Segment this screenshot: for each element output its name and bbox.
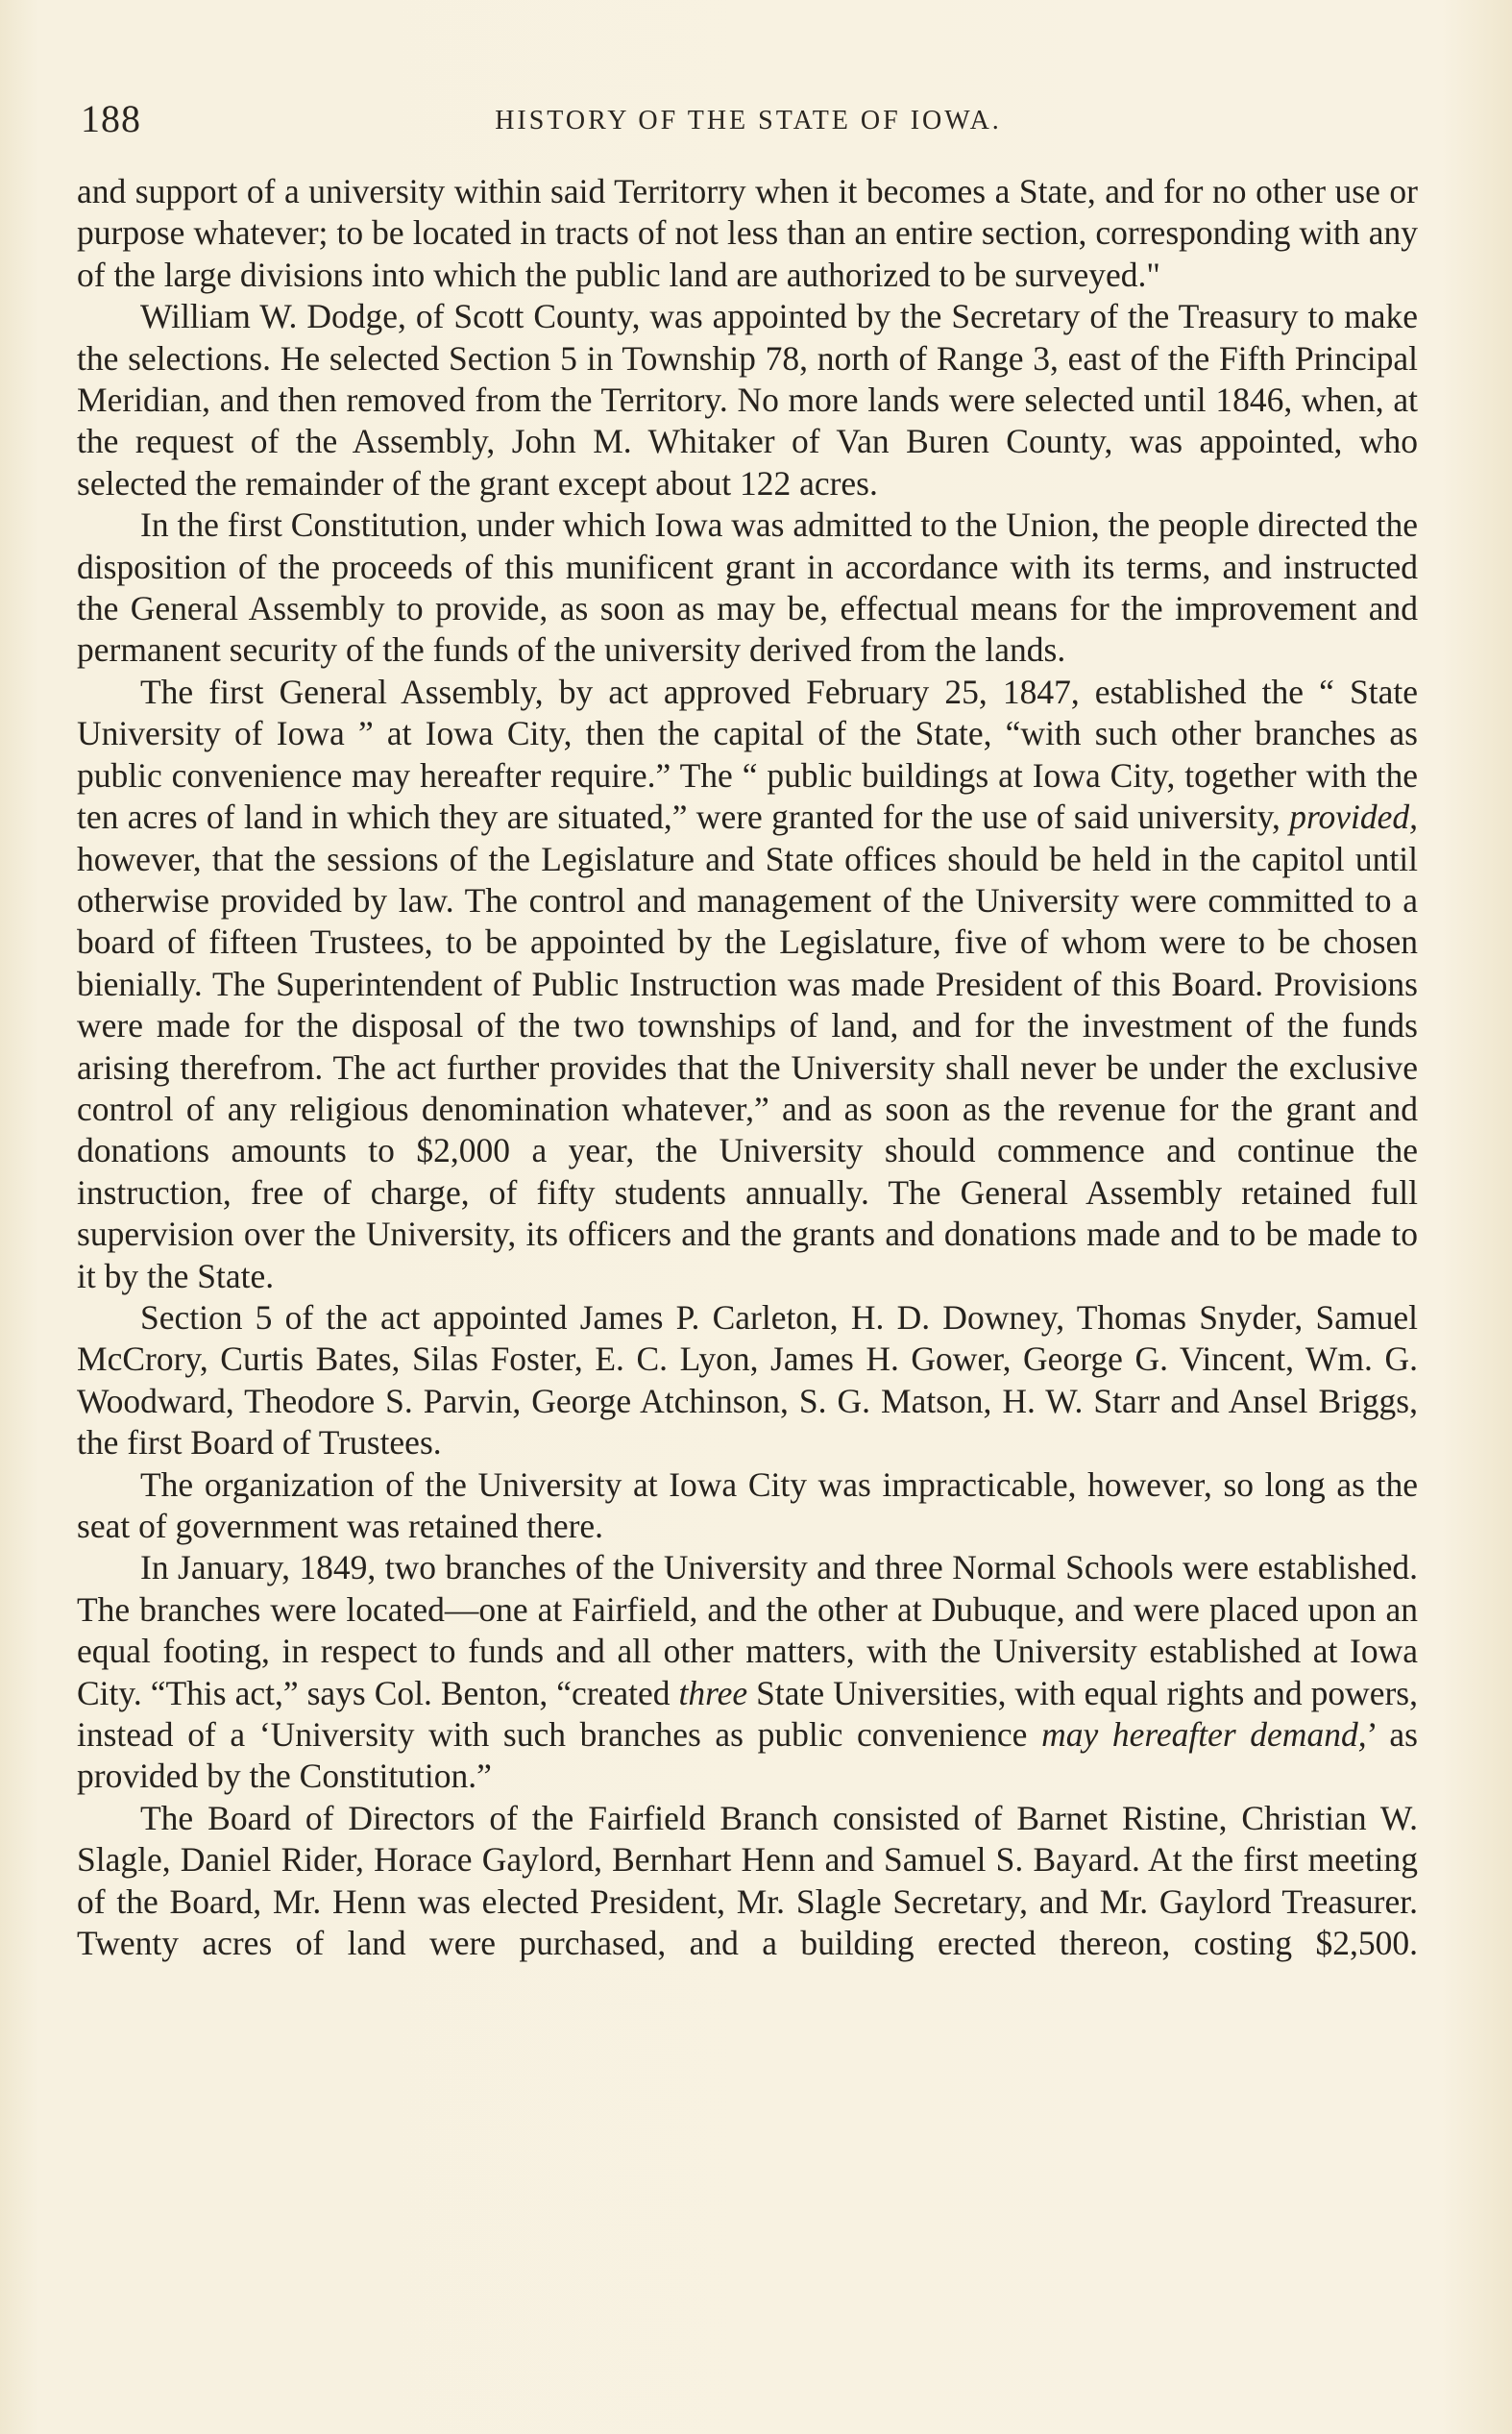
body-text [77, 171, 1418, 1964]
paragraph-7-part-a: In January, 1849, two branches of the University and three Normal Schools were established. The branches were located—one at Fairfield, and the other at Dubuque, and were placed upon an equal footing, in respect to funds and all other matters, with the University established at Iowa City. “This act,” says Col. Benton, “created [77, 1548, 1418, 1712]
paragraph-7-part-c: ’ as provided by the Constitution.” [77, 1715, 1418, 1796]
page-header [81, 96, 1416, 154]
running-head: HISTORY OF THE STATE OF IOWA. [495, 106, 1002, 135]
paragraph-4-part-b: however, that the sessions of the Legislature and State offices should be held in the capitol until otherwise provided by law. The control and management of the University were committed to a board of fifteen Trustees, to be appointed by the Legislature, five of whom were to be chosen bienially. The Superintendent of Public Instruction was made President of this Board. Provisions were made for the disposal of the two townships of land, and for the investment of the funds arising therefrom. The act further provides that the University shall never be under the exclusive control of any religious denomination whatever,” and as soon as the revenue for the grant and donations amounts to $2,000 a year, the University should commence and continue the instruction, free of charge, of fifty students annually. The General Assembly retained full supervision over the University, its officers and the grants and donations made and to be made to it by the State. [77, 839, 1418, 1295]
paragraph-1: and support of a university within said Territorry when it becomes a State, and for no other use or purpose whatever; to be located in tracts of not less than an entire section, corresponding with any of the large divisions into which the public land are authorized to be surveyed." [77, 172, 1418, 294]
paragraph-3: In the first Constitution, under which Iowa was admitted to the Union, the people directed the disposition of the proceeds of this munificent grant in accordance with its terms, and instructed the General Assembly to provide, as soon as may be, effectual means for the improvement and permanent security of the funds of the university derived from the lands. [77, 505, 1418, 670]
paragraph-7-part-b: State Universities, with equal rights and powers, instead of a ‘University with such branches as public convenience [77, 1673, 1418, 1755]
paragraph-7-italic-demand: may hereafter demand, [1041, 1715, 1367, 1755]
paragraph-8: The Board of Directors of the Fairfield Branch consisted of Barnet Ristine, Christian W. Slagle, Daniel Rider, Horace Gaylord, Bernhart Henn and Samuel S. Bayard. At the first meeting of the Board, Mr. Henn was elected President, Mr. Slagle Secretary, and Mr. Gaylord Treasurer. Twenty acres of land were purchased, and a building erected thereon, costing $2,500. [77, 1798, 1418, 1963]
paragraph-2: William W. Dodge, of Scott County, was appointed by the Secretary of the Treasury to make the selections. He selected Section 5 in Township 78, north of Range 3, east of the Fifth Principal Meridian, and then removed from the Territory. No more lands were selected until 1846, when, at the request of the Assembly, John M. Whitaker of Van Buren County, was appointed, who selected the remainder of the grant except about 122 acres. [77, 297, 1418, 503]
paragraph-4 [77, 672, 1418, 1297]
paragraph-7 [77, 1547, 1418, 1797]
paragraph-5: Section 5 of the act appointed James P. Carleton, H. D. Downey, Thomas Snyder, Samuel McCrory, Curtis Bates, Silas Foster, E. C. Lyon, James H. Gower, George G. Vincent, Wm. G. Woodward, Theodore S. Parvin, George Atchinson, S. G. Matson, H. W. Starr and Ansel Briggs, the first Board of Trustees. [77, 1297, 1418, 1463]
paragraph-6: The organization of the University at Iowa City was impracticable, however, so long as the seat of government was retained there. [77, 1464, 1418, 1545]
paragraph-4-italic: provided, [1289, 798, 1418, 837]
page-number: 188 [81, 97, 141, 140]
paragraph-4-part-a: The first General Assembly, by act approved February 25, 1847, established the “ State University of Iowa ” at Iowa City, then the capital of the State, “with such other branches as public convenience may hereafter require.” The “ public buildings at Iowa City, together with the ten acres of land in which they are situated,” were granted for the use of said university, [77, 672, 1418, 837]
paragraph-7-italic-three: three [678, 1673, 748, 1712]
